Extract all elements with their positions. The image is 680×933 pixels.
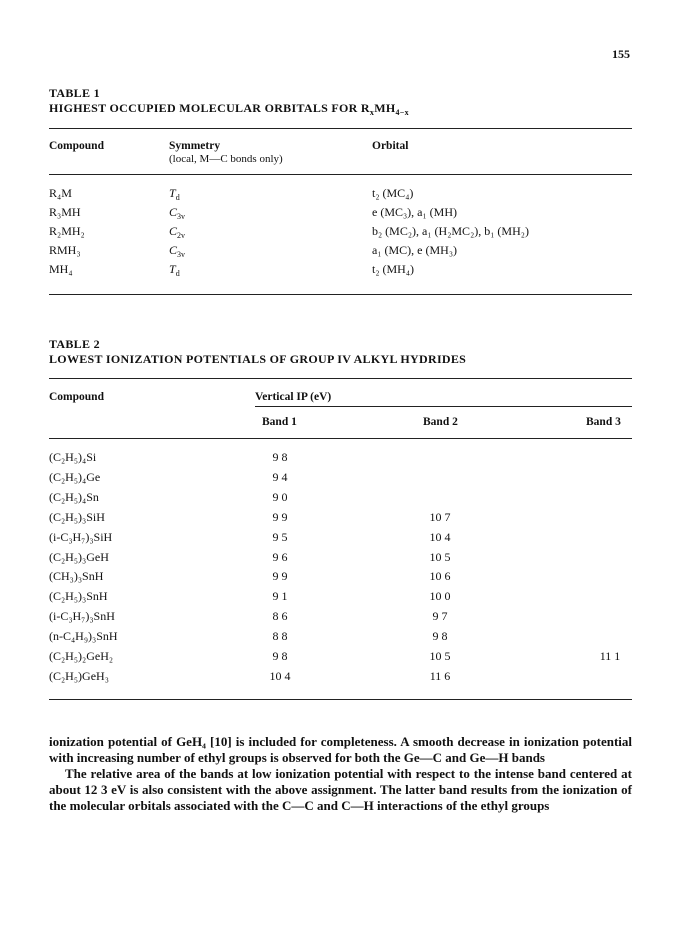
table2-row-10-band2: 10 5 [429, 649, 451, 663]
body-text [49, 734, 632, 814]
table1-row-3-orbital: a₁ (MC), e (MH₃) [372, 243, 458, 257]
table2-title: LOWEST IONIZATION POTENTIALS OF GROUP IV ALKYL HYDRIDES [49, 352, 467, 366]
table2-row-5-band1: 9 6 [272, 549, 288, 564]
table1-row-1-compound: R₃MH [49, 205, 81, 219]
table1-row-0-compound: R₄M [49, 186, 72, 200]
table2-row-9-band2: 9 8 [432, 629, 448, 644]
table2-row-2-band1: 9 0 [272, 489, 288, 504]
table2-row-9-band1: 8 8 [272, 629, 288, 644]
table1-header-compound: Compound [49, 140, 104, 152]
table1-title-mid: MH [374, 101, 396, 115]
table1-top-rule [49, 128, 632, 129]
table2-row-6-compound: (CH₃)₃SnH [49, 569, 104, 584]
table1-row-2-symmetry: $C_{2v}$ [169, 224, 186, 240]
table2-header-vertical-ip: Vertical IP (eV) [255, 391, 332, 403]
table1-row-2-compound: R₂MH₂ [49, 224, 85, 238]
body-paragraph-2: The relative area of the bands at low ionization potential with respect to the intense band centered at about 12 3 eV is also consistent with the above assignment. The latter band results from the ionization of the molecular orbitals associated with the C—C and C—H interactions of the ethyl groups [49, 766, 632, 813]
table1-row-0-symmetry: $T_d$ [169, 186, 180, 202]
table2-top-rule [49, 378, 632, 379]
table2-row-4-band1: 9 5 [272, 529, 288, 544]
table1-title-sub-4x: 4−x [395, 108, 409, 117]
table2-row-0-band1: 9 8 [272, 450, 288, 464]
table2-row-7-band2: 10 0 [429, 589, 451, 604]
table1-title-sub-x: x [369, 108, 375, 117]
table1-header-rule [49, 174, 632, 175]
table1-title-prefix: HIGHEST OCCUPIED MOLECULAR ORBITALS FOR R [49, 101, 370, 115]
table2-row-3-band2: 10 7 [429, 509, 451, 524]
table1-bottom-rule [49, 294, 632, 295]
table1-header-orbital: Orbital [372, 140, 409, 152]
table2-row-3-compound: (C₂H₅)₃SiH [49, 509, 105, 524]
table1-label: TABLE 1 [49, 86, 100, 100]
table1-row-4-orbital: t₂ (MH₄) [372, 262, 415, 276]
table2-row-3-band1: 9 9 [272, 509, 288, 524]
table1-row-4-symmetry: $T_d$ [169, 262, 180, 278]
table2-row-7-band1: 9 1 [272, 589, 288, 604]
table2-row-5-band2: 10 5 [429, 549, 451, 564]
table2-row-11-band1: 10 4 [269, 668, 291, 683]
table2-row-2-compound: (C₂H₅)₄Sn [49, 489, 99, 504]
table2-row-1-compound: (C₂H₅)₄Ge [49, 469, 101, 484]
table2-header-subrule [255, 406, 632, 407]
table1-row-1-orbital: e (MC₃), a₁ (MH) [372, 205, 458, 219]
table2-row-0-compound: (C₂H₅)₄Si [49, 450, 97, 464]
table2-row-4-band2: 10 4 [429, 529, 451, 544]
table2-row-9-compound: (n-C₄H₉)₃SnH [49, 629, 118, 644]
table1-title [49, 101, 409, 115]
table2-label: TABLE 2 [49, 337, 100, 351]
table2-row-11-band2: 11 6 [429, 668, 451, 683]
table1-row-3-compound: RMH₃ [49, 243, 81, 257]
table2-row-5-compound: (C₂H₅)₃GeH [49, 549, 109, 564]
table2-row-8-compound: (i-C₃H₇)₃SnH [49, 609, 115, 624]
table2-row-8-band1: 8 6 [272, 609, 288, 624]
table2-row-8-band2: 9 7 [432, 609, 448, 624]
table2-header-band1: Band 1 [262, 416, 297, 428]
table2-row-10-band3: 11 1 [599, 649, 621, 663]
table2-bottom-rule [49, 699, 632, 700]
table2-header-rule [49, 438, 632, 439]
table2-header-band3: Band 3 [586, 416, 621, 428]
table2-header-compound: Compound [49, 391, 104, 403]
table2-row-10-band1: 9 8 [272, 649, 288, 663]
table1-row-4-compound: MH₄ [49, 262, 73, 276]
table2-row-6-band1: 9 9 [272, 569, 288, 584]
table1-row-2-orbital: b₂ (MC₂), a₁ (H₂MC₂), b₁ (MH₂) [372, 224, 529, 238]
table1-row-1-symmetry: $C_{3v}$ [169, 205, 186, 221]
table1-row-0-orbital: t₂ (MC₄) [372, 186, 414, 200]
table1-row-3-symmetry: $C_{3v}$ [169, 243, 186, 259]
table2-row-4-compound: (i-C₃H₇)₃SiH [49, 529, 113, 544]
table1-header-symmetry: Symmetry [169, 140, 221, 152]
table1-header-symmetry-note: (local, M—C bonds only) [169, 153, 283, 165]
table2-row-10-compound: (C₂H₅)₂GeH₂ [49, 649, 114, 663]
table2-row-11-compound: (C₂H₅)GeH₃ [49, 668, 109, 683]
page-number: 155 [612, 47, 630, 61]
body-paragraph-1: ionization potential of GeH₄ [10] is included for completeness. A smooth decrease in ionization potential with increasing number of ethyl groups is observed for both the Ge—C and Ge—H bands [49, 734, 632, 765]
table2-row-1-band1: 9 4 [272, 469, 288, 484]
table2-header-band2: Band 2 [423, 416, 458, 428]
table2-row-7-compound: (C₂H₅)₃SnH [49, 589, 108, 604]
table2-row-6-band2: 10 6 [429, 569, 451, 584]
